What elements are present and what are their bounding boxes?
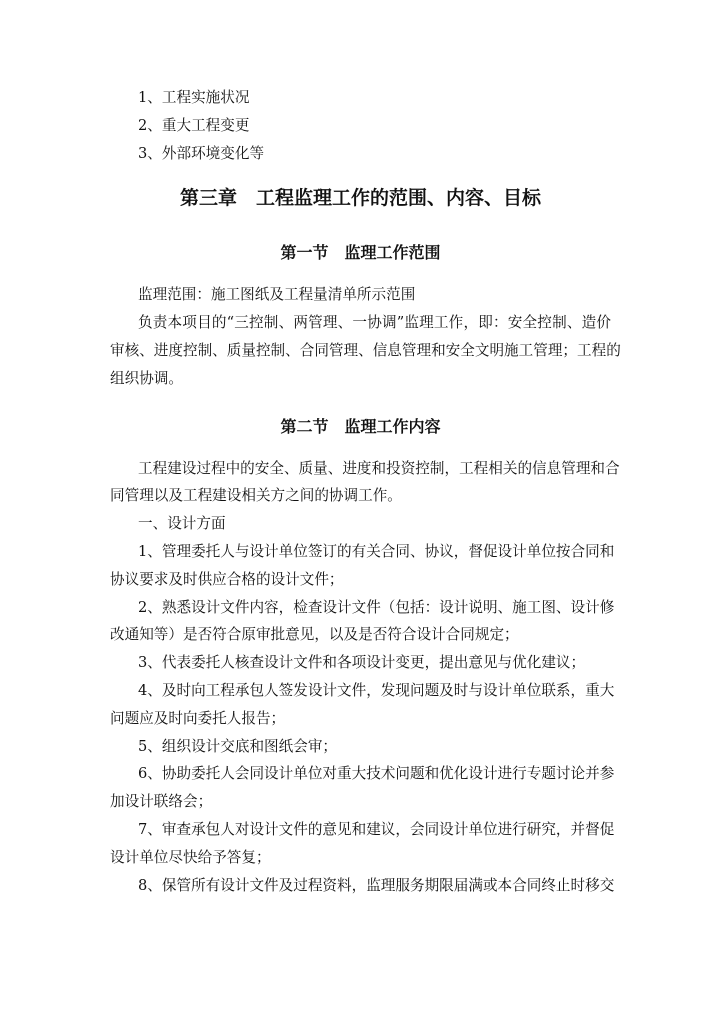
paragraph — [110, 872, 615, 900]
text-line: 监理范围：施工图纸及工程量清单所示范围 — [138, 286, 416, 304]
section-body — [110, 455, 620, 900]
text-line: 6、协助委托人会同设计单位对重大技术问题和优化设计进行专题讨论并参 — [138, 765, 615, 783]
intro-item: 1、工程实施状况 — [138, 89, 250, 106]
paragraph — [110, 538, 615, 594]
text-line: 改通知等）是否符合原审批意见，以及是否符合设计合同规定； — [110, 626, 519, 644]
intro-item: 2、重大工程变更 — [138, 116, 250, 134]
paragraph — [110, 649, 611, 677]
paragraph — [110, 760, 615, 816]
intro-list — [110, 84, 611, 167]
text-line: 设计单位尽快给予答复； — [110, 848, 271, 866]
text-line: 加设计联络会； — [110, 793, 213, 811]
chapter-title: 第三章 工程监理工作的范围、内容、目标 — [179, 187, 541, 210]
text-line: 组织协调。 — [110, 369, 183, 387]
text-line: 同管理以及工程建设相关方之间的协调工作。 — [110, 487, 402, 505]
text-line: 一、设计方面 — [138, 515, 226, 533]
text-line: 7、审查承包人对设计文件的意见和建议，会同设计单位进行研究，并督促 — [138, 820, 615, 838]
section-body — [110, 281, 621, 392]
text-line: 4、及时向工程承包人签发设计文件，发现问题及时与设计单位联系，重大 — [138, 681, 615, 699]
paragraph — [110, 309, 621, 392]
intro-item: 3、外部环境变化等 — [138, 144, 265, 162]
text-line: 1、管理委托人与设计单位签订的有关合同、协议，督促设计单位按合同和 — [138, 542, 615, 560]
document-page — [110, 84, 621, 899]
paragraph — [110, 816, 615, 872]
paragraph — [110, 510, 611, 538]
text-line: 审核、进度控制、质量控制、合同管理、信息管理和安全文明施工管理；工程的 — [110, 341, 621, 359]
text-line: 协议要求及时供应合格的设计文件； — [110, 570, 344, 588]
paragraph — [110, 733, 611, 761]
text-line: 5、组织设计交底和图纸会审； — [138, 737, 338, 755]
text-line: 问题应及时向委托人报告； — [110, 709, 286, 727]
section-title: 第二节 监理工作内容 — [280, 416, 441, 436]
text-line: 负责本项目的“三控制、两管理、一协调”监理工作，即：安全控制、造价 — [138, 314, 611, 332]
paragraph — [110, 455, 620, 511]
paragraph — [110, 677, 615, 733]
section-title: 第一节 监理工作范围 — [280, 243, 441, 263]
text-line: 8、保管所有设计文件及过程资料，监理服务期限届满或本合同终止时移交 — [138, 876, 615, 894]
text-line: 2、熟悉设计文件内容，检查设计文件（包括：设计说明、施工图、设计修 — [138, 598, 615, 616]
text-line: 工程建设过程中的安全、质量、进度和投资控制，工程相关的信息管理和合 — [138, 459, 620, 477]
paragraph — [110, 281, 611, 309]
text-line: 3、代表委托人核查设计文件和各项设计变更，提出意见与优化建议； — [138, 654, 586, 672]
paragraph — [110, 594, 615, 650]
